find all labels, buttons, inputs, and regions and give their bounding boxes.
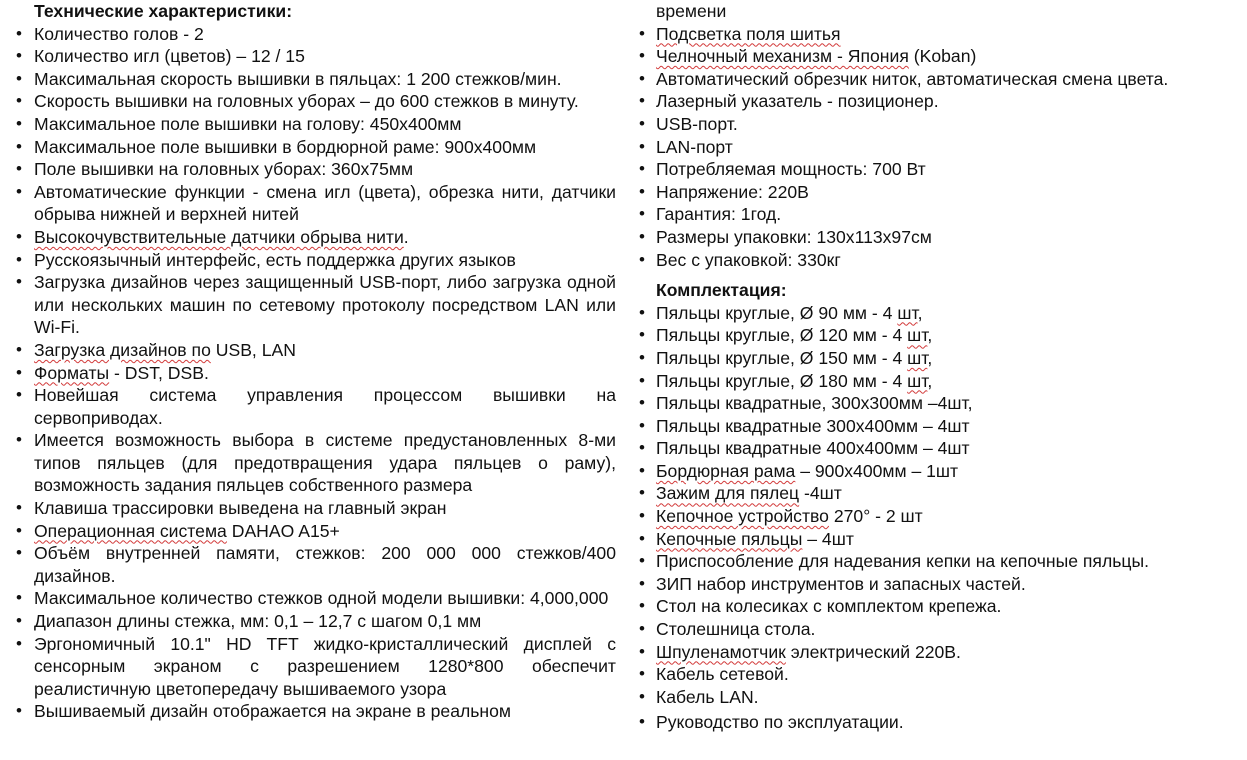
list-item: • Операционная система DAHAO A15+ xyxy=(14,520,616,543)
list-item: • Высокочувствительные датчики обрыва нити. xyxy=(14,226,616,249)
specs-list xyxy=(14,23,616,723)
list-item: • Пяльцы круглые, Ø 120 мм - 4 шт, xyxy=(637,324,1237,347)
list-item: • Эргономичный 10.1" HD TFT жидко-кристаллический дисплей с сенсорным экраном с разрешением 1280*800 обеспечит реалистичную цветопередачу вышиваемого узора xyxy=(14,633,616,701)
list-item: • Имеется возможность выбора в системе предустановленных 8-ми типов пяльцев (для предотвращения удара пяльцев о раму), возможность задания пяльцев собственного размера xyxy=(14,429,616,497)
list-item: • LAN-порт xyxy=(637,136,1237,159)
list-item: • Вышиваемый дизайн отображается на экране в реальном xyxy=(14,700,616,723)
list-item: • Кепочные пяльцы – 4шт xyxy=(637,528,1237,551)
list-item: • Автоматические функции - смена игл (цвета), обрезка нити, датчики обрыва нижней и верхней нитей xyxy=(14,181,616,226)
list-item: • USB-порт. xyxy=(637,113,1237,136)
list-item: • Размеры упаковки: 130х113х97см xyxy=(637,226,1237,249)
list-item: • Пяльцы круглые, Ø 150 мм - 4 шт, xyxy=(637,347,1237,370)
list-item: • Шпуленамотчик электрический 220В. xyxy=(637,641,1237,664)
list-item: • Максимальное количество стежков одной модели вышивки: 4,000,000 xyxy=(14,587,616,610)
kit-heading: Комплектация: xyxy=(656,280,787,301)
list-item: • Объём внутренней памяти, стежков: 200 000 000 стежков/400 дизайнов. xyxy=(14,542,616,587)
list-item: • Приспособление для надевания кепки на кепочные пяльцы. xyxy=(637,550,1237,573)
list-item: • Количество игл (цветов) – 12 / 15 xyxy=(14,45,616,68)
list-item: • Загрузка дизайнов через защищенный USB-порт, либо загрузка одной или нескольких машин по сетевому протоколу посредством LAN или Wi-Fi. xyxy=(14,271,616,339)
list-item: • Бордюрная рама – 900х400мм – 1шт xyxy=(637,460,1237,483)
list-item: • Автоматический обрезчик ниток, автоматическая смена цвета. xyxy=(637,68,1237,91)
list-item: • Кепочное устройство 270° - 2 шт xyxy=(637,505,1237,528)
list-item: • Максимальная скорость вышивки в пяльцах: 1 200 стежков/мин. xyxy=(14,68,616,91)
list-item: • Количество голов - 2 xyxy=(14,23,616,46)
continuation-text: времени xyxy=(656,1,727,21)
list-item: • Вес с упаковкой: 330кг xyxy=(637,249,1237,272)
list-item: • Русскоязычный интерфейс, есть поддержка других языков xyxy=(14,249,616,272)
list-item: • Пяльцы квадратные, 300х300мм –4шт, xyxy=(637,392,1237,415)
list-item: • Диапазон длины стежка, мм: 0,1 – 12,7 с шагом 0,1 мм xyxy=(14,610,616,633)
list-item: • Максимальное поле вышивки в бордюрной раме: 900х400мм xyxy=(14,136,616,159)
list-item: • Челночный механизм - Япония (Koban) xyxy=(637,45,1237,68)
list-item: • ЗИП набор инструментов и запасных частей. xyxy=(637,573,1237,596)
list-item: • Пяльцы квадратные 400х400мм – 4шт xyxy=(637,437,1237,460)
list-item: • Клавиша трассировки выведена на главный экран xyxy=(14,497,616,520)
list-item: • Пяльцы круглые, Ø 90 мм - 4 шт, xyxy=(637,302,1237,325)
left-column xyxy=(14,0,616,723)
list-item: • Гарантия: 1год. xyxy=(637,203,1237,226)
list-item: • Зажим для пялец -4шт xyxy=(637,482,1237,505)
list-item: • Пяльцы квадратные 300х400мм – 4шт xyxy=(637,415,1237,438)
features-list xyxy=(637,23,1237,272)
specs-heading: Технические характеристики: xyxy=(34,1,293,21)
list-item: • Столешница стола. xyxy=(637,618,1237,641)
list-item: • Максимальное поле вышивки на голову: 450х400мм xyxy=(14,113,616,136)
list-item: • Скорость вышивки на головных уборах – до 600 стежков в минуту. xyxy=(14,90,616,113)
list-item: • Стол на колесиках с комплектом крепежа. xyxy=(637,595,1237,618)
list-item: • Новейшая система управления процессом вышивки на сервоприводах. xyxy=(14,384,616,429)
list-item: • Лазерный указатель - позиционер. xyxy=(637,90,1237,113)
list-item: • Пяльцы круглые, Ø 180 мм - 4 шт, xyxy=(637,370,1237,393)
list-item: • Форматы - DST, DSB. xyxy=(14,362,616,385)
list-item: • Напряжение: 220В xyxy=(637,181,1237,204)
right-column xyxy=(637,0,1237,734)
list-item: • Подсветка поля шитья xyxy=(637,23,1237,46)
list-item: • Кабель LAN. xyxy=(637,686,1237,709)
list-item: • Руководство по эксплуатации. xyxy=(637,711,1237,734)
list-item: • Потребляемая мощность: 700 Вт xyxy=(637,158,1237,181)
list-item: • Кабель сетевой. xyxy=(637,663,1237,686)
list-item: • Загрузка дизайнов по USB, LAN xyxy=(14,339,616,362)
kit-list xyxy=(637,302,1237,734)
list-item: • Поле вышивки на головных уборах: 360х75мм xyxy=(14,158,616,181)
